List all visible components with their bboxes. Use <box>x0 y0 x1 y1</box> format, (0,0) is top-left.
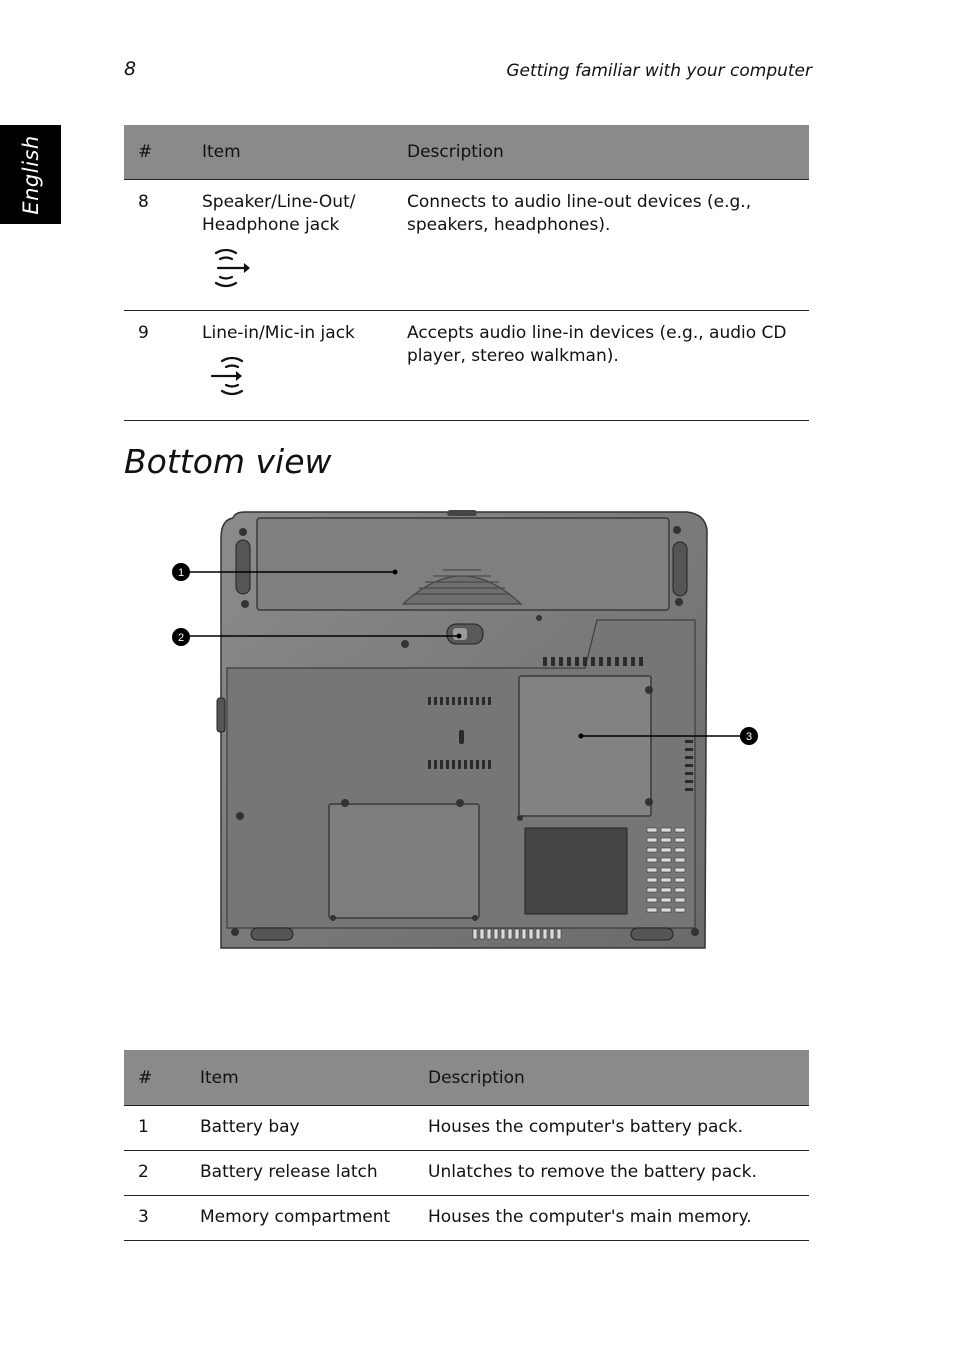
table-row <box>124 1151 809 1196</box>
row-number: 9 <box>124 311 188 421</box>
row-item <box>188 311 393 421</box>
notebook-bottom-view-figure <box>165 508 765 956</box>
language-tab-label: English <box>18 134 43 215</box>
audio-out-icon <box>210 247 250 289</box>
running-header: Getting familiar with your computer <box>506 61 812 81</box>
notebook-bottom-illustration <box>165 508 765 956</box>
page-number: 8 <box>124 58 137 80</box>
item-name-line: Speaker/Line-Out/ <box>202 192 356 212</box>
callout-label: 2 <box>177 632 185 644</box>
bottom-view-table <box>124 1050 809 1241</box>
row-description: Accepts audio line-in devices (e.g., audio CD player, stereo walkman). <box>393 311 809 421</box>
column-header-item: Item <box>186 1050 414 1106</box>
row-number: 8 <box>124 180 188 311</box>
row-item <box>188 180 393 311</box>
callout-label: 1 <box>177 567 185 579</box>
callout-2 <box>172 628 190 646</box>
table-row <box>124 1106 809 1151</box>
table-row <box>124 1196 809 1241</box>
item-name-line: Headphone jack <box>202 215 340 235</box>
audio-in-icon <box>210 355 250 397</box>
column-header-description: Description <box>393 125 809 180</box>
table-row <box>124 180 809 311</box>
row-description: Houses the computer's main memory. <box>414 1196 809 1241</box>
column-header-number: # <box>124 1050 186 1106</box>
row-number: 2 <box>124 1151 186 1196</box>
row-description: Connects to audio line-out devices (e.g., speakers, headphones). <box>393 180 809 311</box>
item-name-line: Line-in/Mic-in jack <box>202 323 355 343</box>
row-item: Battery release latch <box>186 1151 414 1196</box>
callout-label: 3 <box>745 731 753 743</box>
callout-3 <box>740 727 758 745</box>
column-header-description: Description <box>414 1050 809 1106</box>
row-number: 3 <box>124 1196 186 1241</box>
row-description: Unlatches to remove the battery pack. <box>414 1151 809 1196</box>
column-header-number: # <box>124 125 188 180</box>
row-item: Battery bay <box>186 1106 414 1151</box>
callout-1 <box>172 563 190 581</box>
table-header-row <box>124 1050 809 1106</box>
table-row <box>124 311 809 421</box>
row-description: Houses the computer's battery pack. <box>414 1106 809 1151</box>
row-number: 1 <box>124 1106 186 1151</box>
row-item: Memory compartment <box>186 1196 414 1241</box>
section-title: Bottom view <box>124 442 332 481</box>
table-header-row <box>124 125 809 180</box>
ports-table <box>124 125 809 421</box>
column-header-item: Item <box>188 125 393 180</box>
language-tab <box>0 125 61 224</box>
memory-compartment-door <box>519 676 651 816</box>
